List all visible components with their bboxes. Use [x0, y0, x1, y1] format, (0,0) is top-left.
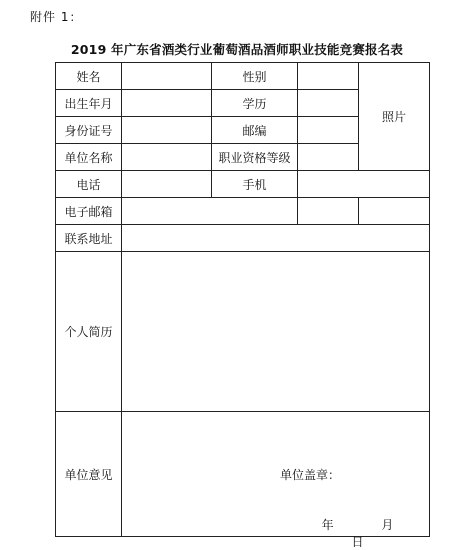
photo-label: 照片 — [381, 110, 406, 124]
year-label: 年 — [321, 518, 334, 532]
gender-field[interactable] — [298, 63, 359, 90]
resume-label: 个人简历 — [56, 252, 122, 412]
phone-label: 电话 — [56, 171, 122, 198]
employer-field[interactable] — [122, 144, 212, 171]
name-label: 姓名 — [56, 63, 122, 90]
opinion-label: 单位意见 — [56, 412, 122, 537]
address-label: 联系地址 — [56, 225, 122, 252]
email-label: 电子邮箱 — [56, 198, 122, 225]
education-field[interactable] — [298, 90, 359, 117]
postcode-label: 邮编 — [212, 117, 298, 144]
photo-cell[interactable] — [359, 63, 430, 171]
id-field[interactable] — [122, 117, 212, 144]
attachment-label: 附件 1： — [30, 10, 83, 24]
resume-field[interactable] — [122, 252, 430, 412]
month-label: 月 — [381, 518, 394, 532]
opinion-field[interactable] — [122, 412, 430, 549]
mobile-label: 手机 — [212, 171, 298, 198]
education-label: 学历 — [212, 90, 298, 117]
postcode-field[interactable] — [298, 117, 359, 144]
mobile-field[interactable] — [298, 171, 430, 198]
id-label: 身份证号 — [56, 117, 122, 144]
phone-field[interactable] — [122, 171, 212, 198]
date-line — [308, 516, 429, 550]
address-field[interactable] — [122, 225, 430, 252]
day-label: 日 — [351, 535, 364, 549]
gender-label: 性别 — [212, 63, 298, 90]
qualification-label: 职业资格等级 — [212, 144, 298, 171]
employer-label: 单位名称 — [56, 144, 122, 171]
qualification-field[interactable] — [298, 144, 359, 171]
email-extra-field-2[interactable] — [359, 198, 430, 225]
email-field[interactable] — [122, 198, 298, 225]
birth-field[interactable] — [122, 90, 212, 117]
seal-label: 单位盖章： — [280, 468, 341, 482]
name-field[interactable] — [122, 63, 212, 90]
registration-form-table — [55, 62, 430, 549]
birth-label: 出生年月 — [56, 90, 122, 117]
email-extra-field[interactable] — [298, 198, 359, 225]
form-title: 2019 年广东省酒类行业葡萄酒品酒师职业技能竞赛报名表 — [70, 42, 404, 57]
